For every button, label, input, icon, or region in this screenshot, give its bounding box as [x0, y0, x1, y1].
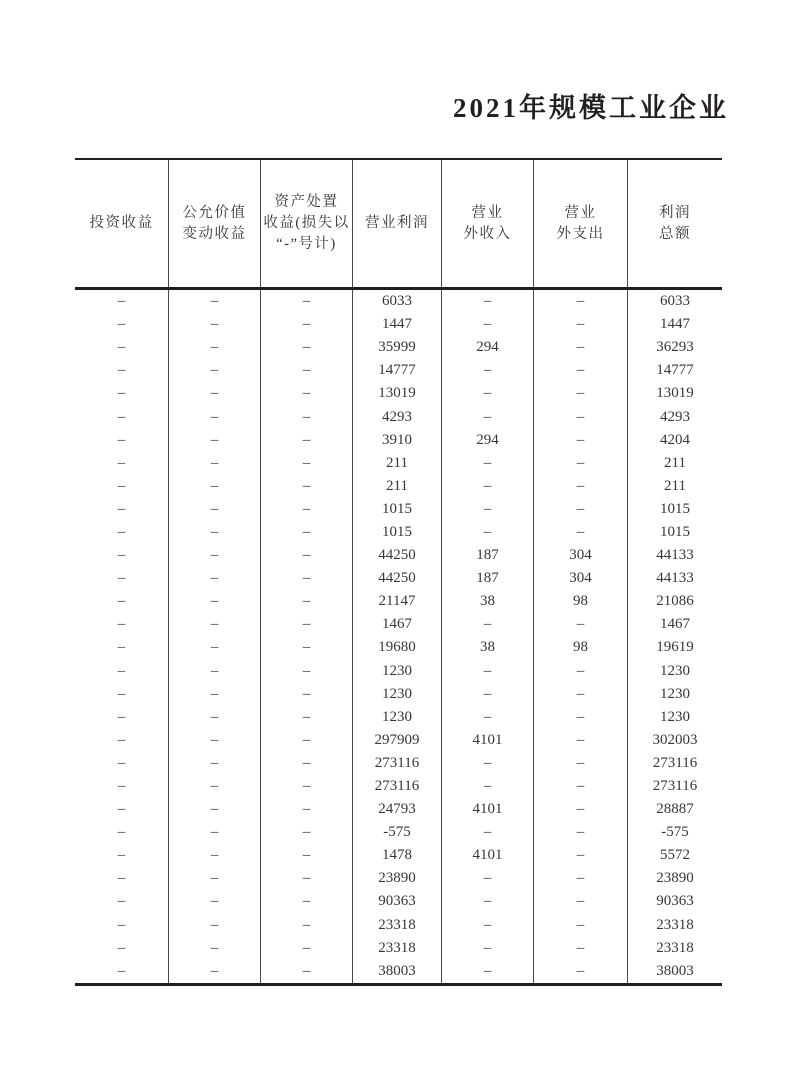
table-cell-non-operating-expense: – — [534, 498, 628, 521]
table-cell-non-operating-income: – — [442, 313, 534, 336]
table-cell-operating-profit: 24793 — [353, 798, 442, 821]
table-cell-asset-disposal-income: – — [261, 706, 353, 729]
table-cell-total-profit: 1467 — [660, 616, 690, 633]
table-cell-operating-profit: 1230 — [353, 706, 442, 729]
profit-table — [75, 158, 722, 986]
table-cell-asset-disposal-income: – — [261, 567, 353, 590]
table-cell-operating-profit: 44250 — [353, 544, 442, 567]
table-cell-total-profit: 273116 — [652, 778, 698, 795]
table-cell-total-profit: 44133 — [656, 570, 694, 587]
table-cell-non-operating-expense: – — [534, 775, 628, 798]
table-cell-investment-income: – — [75, 960, 169, 983]
table-cell-operating-profit: 19680 — [353, 636, 442, 659]
table-body — [75, 290, 722, 986]
table-cell-asset-disposal-income: – — [261, 498, 353, 521]
table-cell-non-operating-expense: – — [534, 405, 628, 428]
table-cell-fair-value-change-income: – — [169, 960, 261, 983]
table-cell-asset-disposal-income: – — [261, 798, 353, 821]
table-cell-non-operating-income: – — [442, 452, 534, 475]
table-cell-asset-disposal-income: – — [261, 914, 353, 937]
table-cell-non-operating-expense: – — [534, 336, 628, 359]
table-cell-operating-profit: 1447 — [353, 313, 442, 336]
table-cell-investment-income: – — [75, 498, 169, 521]
table-cell-non-operating-income: 294 — [442, 336, 534, 359]
table-cell-operating-profit: 6033 — [353, 290, 442, 313]
table-cell-non-operating-expense: – — [534, 683, 628, 706]
table-cell-non-operating-income: – — [442, 914, 534, 937]
table-cell-fair-value-change-income: – — [169, 382, 261, 405]
table-cell-fair-value-change-income: – — [169, 521, 261, 544]
table-cell-operating-profit: 35999 — [353, 336, 442, 359]
table-cell-total-profit: 1447 — [660, 316, 690, 333]
table-cell-asset-disposal-income: – — [261, 660, 353, 683]
table-cell-operating-profit: 21147 — [353, 590, 442, 613]
table-cell-investment-income: – — [75, 359, 169, 382]
table-cell-non-operating-expense: – — [534, 613, 628, 636]
table-cell-non-operating-expense: 304 — [534, 567, 628, 590]
table-cell-investment-income: – — [75, 567, 169, 590]
table-cell-investment-income: – — [75, 429, 169, 452]
table-cell-asset-disposal-income: – — [261, 405, 353, 428]
table-cell-asset-disposal-income: – — [261, 775, 353, 798]
table-cell-non-operating-income: – — [442, 290, 534, 313]
table-cell-total-profit: 4204 — [660, 431, 690, 448]
table-cell-operating-profit: 38003 — [353, 960, 442, 983]
table-cell-non-operating-expense: – — [534, 960, 628, 983]
table-cell-investment-income: – — [75, 937, 169, 960]
table-cell-total-profit: 1230 — [660, 708, 690, 725]
table-cell-fair-value-change-income: – — [169, 775, 261, 798]
column-header-non-operating-expense: 营业 外支出 — [534, 160, 628, 287]
table-cell-fair-value-change-income: – — [169, 313, 261, 336]
table-cell-asset-disposal-income: – — [261, 544, 353, 567]
table-cell-asset-disposal-income: – — [261, 960, 353, 983]
table-cell-total-profit: 23890 — [656, 870, 694, 887]
table-cell-non-operating-income: – — [442, 890, 534, 913]
table-cell-investment-income: – — [75, 729, 169, 752]
table-cell-non-operating-expense: – — [534, 475, 628, 498]
table-cell-investment-income: – — [75, 798, 169, 821]
table-cell-investment-income: – — [75, 844, 169, 867]
table-cell-non-operating-income: – — [442, 660, 534, 683]
table-cell-operating-profit: 1467 — [353, 613, 442, 636]
table-cell-operating-profit: 4293 — [353, 405, 442, 428]
table-cell-total-profit: 44133 — [656, 547, 694, 564]
table-cell-non-operating-income: 294 — [442, 429, 534, 452]
table-cell-total-profit: 90363 — [656, 893, 694, 910]
table-cell-investment-income: – — [75, 336, 169, 359]
table-cell-fair-value-change-income: – — [169, 752, 261, 775]
table-cell-total-profit: 23318 — [656, 939, 694, 956]
table-cell-non-operating-expense: – — [534, 798, 628, 821]
table-cell-non-operating-income: 4101 — [442, 729, 534, 752]
table-cell-non-operating-expense: – — [534, 452, 628, 475]
table-cell-non-operating-income: – — [442, 498, 534, 521]
table-cell-operating-profit: 273116 — [353, 752, 442, 775]
table-cell-operating-profit: 297909 — [353, 729, 442, 752]
table-cell-fair-value-change-income: – — [169, 452, 261, 475]
column-header-fair-value-change-income: 公允价值 变动收益 — [169, 160, 261, 287]
page-title: 2021年规模工业企业 — [453, 93, 729, 123]
table-cell-asset-disposal-income: – — [261, 890, 353, 913]
table-cell-operating-profit: 23890 — [353, 867, 442, 890]
column-header-non-operating-income: 营业 外收入 — [442, 160, 534, 287]
table-cell-asset-disposal-income: – — [261, 313, 353, 336]
table-cell-non-operating-expense: – — [534, 867, 628, 890]
table-cell-non-operating-income: – — [442, 359, 534, 382]
table-cell-operating-profit: 3910 — [353, 429, 442, 452]
table-cell-operating-profit: 1230 — [353, 660, 442, 683]
table-cell-non-operating-income: – — [442, 867, 534, 890]
table-cell-operating-profit: 90363 — [353, 890, 442, 913]
table-cell-investment-income: – — [75, 775, 169, 798]
table-cell-non-operating-expense: – — [534, 729, 628, 752]
table-cell-non-operating-expense: – — [534, 844, 628, 867]
table-cell-non-operating-income: – — [442, 521, 534, 544]
table-cell-asset-disposal-income: – — [261, 452, 353, 475]
table-cell-asset-disposal-income: – — [261, 521, 353, 544]
table-cell-non-operating-expense: – — [534, 429, 628, 452]
table-cell-operating-profit: 1478 — [353, 844, 442, 867]
table-cell-operating-profit: 211 — [353, 475, 442, 498]
table-cell-fair-value-change-income: – — [169, 821, 261, 844]
table-cell-operating-profit: 1015 — [353, 498, 442, 521]
table-cell-asset-disposal-income: – — [261, 336, 353, 359]
table-cell-asset-disposal-income: – — [261, 821, 353, 844]
table-cell-investment-income: – — [75, 683, 169, 706]
table-cell-operating-profit: -575 — [353, 821, 442, 844]
table-cell-fair-value-change-income: – — [169, 405, 261, 428]
table-cell-total-profit: 1015 — [660, 500, 690, 517]
table-cell-investment-income: – — [75, 914, 169, 937]
table-cell-fair-value-change-income: – — [169, 429, 261, 452]
table-cell-fair-value-change-income: – — [169, 914, 261, 937]
table-cell-non-operating-expense: – — [534, 382, 628, 405]
table-cell-fair-value-change-income: – — [169, 636, 261, 659]
table-cell-non-operating-income: – — [442, 706, 534, 729]
table-cell-total-profit: 36293 — [656, 339, 694, 356]
table-cell-non-operating-expense: – — [534, 890, 628, 913]
table-cell-asset-disposal-income: – — [261, 590, 353, 613]
table-cell-fair-value-change-income: – — [169, 798, 261, 821]
table-cell-non-operating-income: 38 — [442, 636, 534, 659]
table-cell-total-profit: 19619 — [656, 639, 694, 656]
table-cell-operating-profit: 1015 — [353, 521, 442, 544]
table-cell-non-operating-expense: – — [534, 660, 628, 683]
table-cell-total-profit: 13019 — [656, 385, 694, 402]
table-cell-non-operating-income: 4101 — [442, 844, 534, 867]
table-cell-investment-income: – — [75, 452, 169, 475]
column-header-operating-profit: 营业利润 — [353, 160, 442, 287]
table-cell-investment-income: – — [75, 752, 169, 775]
table-cell-investment-income: – — [75, 521, 169, 544]
table-cell-non-operating-expense: 98 — [534, 636, 628, 659]
table-cell-non-operating-income: 187 — [442, 544, 534, 567]
table-cell-investment-income: – — [75, 706, 169, 729]
table-cell-investment-income: – — [75, 890, 169, 913]
table-cell-investment-income: – — [75, 475, 169, 498]
table-cell-asset-disposal-income: – — [261, 613, 353, 636]
column-header-total-profit: 利润 总额 — [659, 204, 691, 242]
table-cell-operating-profit: 44250 — [353, 567, 442, 590]
table-cell-fair-value-change-income: – — [169, 729, 261, 752]
table-cell-total-profit: -575 — [661, 824, 689, 841]
table-cell-asset-disposal-income: – — [261, 290, 353, 313]
table-cell-total-profit: 1230 — [660, 685, 690, 702]
table-cell-investment-income: – — [75, 613, 169, 636]
table-cell-operating-profit: 14777 — [353, 359, 442, 382]
table-cell-investment-income: – — [75, 821, 169, 844]
table-cell-non-operating-expense: – — [534, 706, 628, 729]
table-cell-non-operating-income: – — [442, 613, 534, 636]
table-cell-non-operating-expense: 304 — [534, 544, 628, 567]
table-cell-total-profit: 211 — [664, 477, 686, 494]
table-header-row — [75, 158, 722, 290]
table-cell-asset-disposal-income: – — [261, 729, 353, 752]
table-cell-non-operating-income: – — [442, 775, 534, 798]
column-header-asset-disposal-income: 资产处置 收益(损失以 “-”号计) — [261, 160, 353, 287]
table-cell-fair-value-change-income: – — [169, 613, 261, 636]
table-cell-investment-income: – — [75, 382, 169, 405]
table-cell-investment-income: – — [75, 590, 169, 613]
column-header-investment-income: 投资收益 — [75, 160, 169, 287]
table-cell-total-profit: 21086 — [656, 593, 694, 610]
table-cell-fair-value-change-income: – — [169, 290, 261, 313]
table-cell-total-profit: 1015 — [660, 523, 690, 540]
table-cell-operating-profit: 1230 — [353, 683, 442, 706]
table-cell-operating-profit: 211 — [353, 452, 442, 475]
table-cell-asset-disposal-income: – — [261, 867, 353, 890]
table-cell-total-profit: 302003 — [652, 731, 698, 748]
table-cell-non-operating-expense: – — [534, 313, 628, 336]
table-cell-total-profit: 14777 — [656, 362, 694, 379]
table-cell-investment-income: – — [75, 313, 169, 336]
table-cell-fair-value-change-income: – — [169, 937, 261, 960]
table-cell-fair-value-change-income: – — [169, 336, 261, 359]
table-cell-total-profit: 273116 — [652, 754, 698, 771]
table-cell-total-profit: 38003 — [656, 962, 694, 979]
table-cell-fair-value-change-income: – — [169, 475, 261, 498]
table-cell-non-operating-expense: – — [534, 937, 628, 960]
table-cell-asset-disposal-income: – — [261, 382, 353, 405]
table-cell-fair-value-change-income: – — [169, 567, 261, 590]
table-cell-fair-value-change-income: – — [169, 706, 261, 729]
table-cell-investment-income: – — [75, 405, 169, 428]
table-cell-investment-income: – — [75, 867, 169, 890]
table-cell-non-operating-expense: – — [534, 290, 628, 313]
table-cell-non-operating-income: – — [442, 405, 534, 428]
table-cell-fair-value-change-income: – — [169, 683, 261, 706]
table-cell-fair-value-change-income: – — [169, 867, 261, 890]
table-cell-non-operating-income: – — [442, 821, 534, 844]
table-cell-operating-profit: 273116 — [353, 775, 442, 798]
table-cell-fair-value-change-income: – — [169, 844, 261, 867]
table-cell-operating-profit: 13019 — [353, 382, 442, 405]
table-cell-asset-disposal-income: – — [261, 844, 353, 867]
table-cell-non-operating-income: – — [442, 937, 534, 960]
table-cell-non-operating-income: – — [442, 382, 534, 405]
table-cell-investment-income: – — [75, 290, 169, 313]
table-cell-non-operating-expense: 98 — [534, 590, 628, 613]
table-cell-investment-income: – — [75, 660, 169, 683]
table-cell-total-profit: 4293 — [660, 408, 690, 425]
table-cell-fair-value-change-income: – — [169, 590, 261, 613]
table-cell-total-profit: 23318 — [656, 916, 694, 933]
table-cell-asset-disposal-income: – — [261, 475, 353, 498]
table-cell-asset-disposal-income: – — [261, 429, 353, 452]
table-cell-total-profit: 211 — [664, 454, 686, 471]
table-cell-investment-income: – — [75, 636, 169, 659]
table-cell-fair-value-change-income: – — [169, 660, 261, 683]
table-cell-asset-disposal-income: – — [261, 359, 353, 382]
table-cell-asset-disposal-income: – — [261, 937, 353, 960]
table-cell-non-operating-expense: – — [534, 752, 628, 775]
table-cell-non-operating-income: 38 — [442, 590, 534, 613]
table-cell-non-operating-income: 187 — [442, 567, 534, 590]
table-cell-asset-disposal-income: – — [261, 683, 353, 706]
table-cell-non-operating-expense: – — [534, 521, 628, 544]
table-cell-investment-income: – — [75, 544, 169, 567]
table-cell-non-operating-expense: – — [534, 914, 628, 937]
table-cell-total-profit: 6033 — [660, 293, 690, 310]
table-cell-asset-disposal-income: – — [261, 636, 353, 659]
table-cell-non-operating-income: – — [442, 960, 534, 983]
table-cell-non-operating-income: 4101 — [442, 798, 534, 821]
table-cell-fair-value-change-income: – — [169, 359, 261, 382]
table-cell-total-profit: 1230 — [660, 662, 690, 679]
table-cell-asset-disposal-income: – — [261, 752, 353, 775]
table-cell-non-operating-income: – — [442, 683, 534, 706]
table-cell-operating-profit: 23318 — [353, 914, 442, 937]
table-cell-non-operating-income: – — [442, 752, 534, 775]
table-cell-total-profit: 28887 — [656, 801, 694, 818]
table-cell-total-profit: 5572 — [660, 847, 690, 864]
table-cell-non-operating-expense: – — [534, 821, 628, 844]
table-cell-non-operating-income: – — [442, 475, 534, 498]
table-cell-fair-value-change-income: – — [169, 498, 261, 521]
table-cell-operating-profit: 23318 — [353, 937, 442, 960]
table-cell-fair-value-change-income: – — [169, 544, 261, 567]
table-cell-non-operating-expense: – — [534, 359, 628, 382]
table-cell-fair-value-change-income: – — [169, 890, 261, 913]
